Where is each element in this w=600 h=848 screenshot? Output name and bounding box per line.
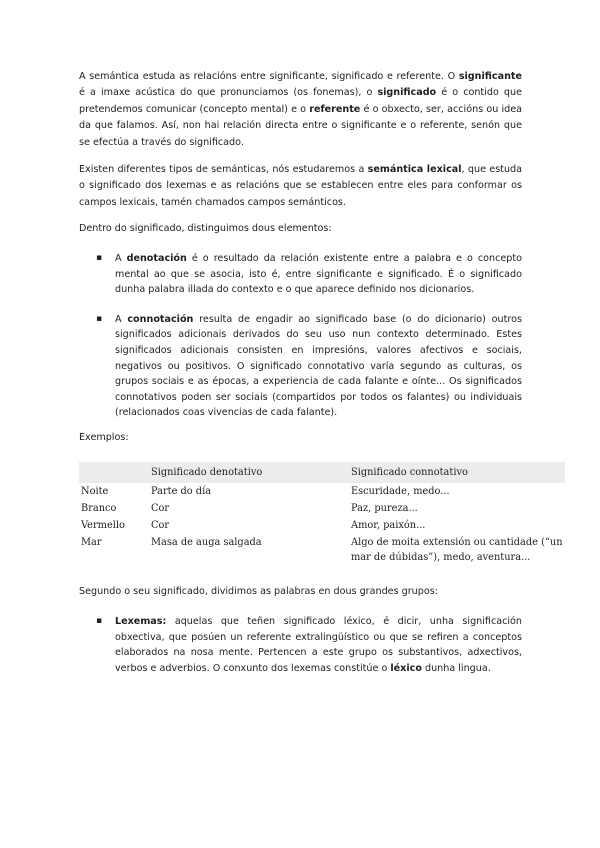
bold-term: semántica lexical [367,164,462,175]
paragraph-elements-intro: Dentro do significado, distinguimos dous elementos: [79,223,332,234]
list-item-denotation [79,251,522,298]
elements-list [79,251,522,435]
bullet-icon: ▪ [96,616,103,626]
list-item-connotation [79,312,522,421]
table-cell: Noite [81,486,109,497]
bold-term: significante [458,71,522,82]
table-row [79,500,565,517]
examples-label: Exemplos: [79,432,129,443]
bold-term: Lexemas: [115,616,167,627]
list-item-text: A connotación resulta de engadir ao significado base (o do dicionario) outros significados adicionais derivados do seu uso nun contexto determinado. Estes significados adicionais consisten en impresións, valores afectivos e sociais, negativos ou positivos. O significado connotativo varía segundo as culturas, os grupos sociais e as épocas, a experiencia de cada falante e oínte... Os significados connotativos poden ser sociais (compartidos por todos os falantes) ou individuais (relacionados coas vivencias de cada falante). [115,313,522,419]
bold-term: connotación [127,313,194,325]
table-cell: Vermello [81,520,125,531]
table-header-cell: Significado connotativo [349,462,565,483]
table-cell: Cor [151,503,170,514]
word-groups-list [79,614,522,690]
paragraph-semantics-types: Existen diferentes tipos de semánticas, nós estudaremos a semántica lexical, que estuda o significado dos lexemas e as relacións que se establecen entre eles para conformar os campos lexicais, tamén chamados campos semánticos. [79,164,523,208]
table-header-row [79,462,565,483]
paragraph-word-groups: Segundo o seu significado, dividimos as palabras en dous grandes grupos: [79,586,438,597]
table-cell: Branco [81,503,117,514]
list-item-lexemes [79,614,522,676]
bold-term: denotación [126,253,187,264]
table-cell: Cor [151,520,170,531]
list-item-text: A denotación é o resultado da relación existente entre a palabra e o concepto mental ao que se asocia, isto é, entre significante e significado. É o significado dunha palabra illada do contexto e o que aparece definido nos dicionarios. [115,253,522,296]
bullet-icon: ▪ [96,313,103,324]
table-cell: Paz, pureza... [351,503,418,514]
table-cell: Mar [81,537,102,548]
table-cell: Escuridade, medo... [351,486,450,497]
table-header-cell [79,462,149,483]
bold-term: referente [309,103,361,115]
table-header-cell: Significado denotativo [149,462,349,483]
table-row [79,534,565,566]
table-cell: Masa de auga salgada [151,537,262,548]
table-row [79,483,565,500]
bold-term: significado [377,87,437,99]
bold-term: léxico [390,662,422,674]
bullet-icon: ▪ [96,253,103,263]
table-cell: Algo de moita extensión ou cantidade (“un mar de dúbidas”), medo, aventura... [351,537,563,563]
table-cell: Parte do día [151,486,212,497]
table-cell: Amor, paixón... [351,520,426,531]
list-item-text: Lexemas: aquelas que teñen significado léxico, é dicir, unha significación obxectiva, que posúen un referente extralingüístico ou que se refiren a conceptos elaborados na nosa mente. Pertencen a este grupo os substantivos, adxectivos, verbos e adverbios. O conxunto dos lexemas constitúe o léxico dunha lingua. [115,616,522,674]
table-row [79,517,565,534]
examples-table [79,462,565,566]
paragraph-intro: A semántica estuda as relacións entre significante, significado e referente. O significante é a imaxe acústica do que pronunciamos (os fonemas), o significado é o contido que pretendemos comunicar (concepto mental) e o referente é o obxecto, ser, accións ou idea da que falamos. Así, non hai relación directa entre o significante e o referente, senón que se efectúa a través do significado. [79,71,522,148]
